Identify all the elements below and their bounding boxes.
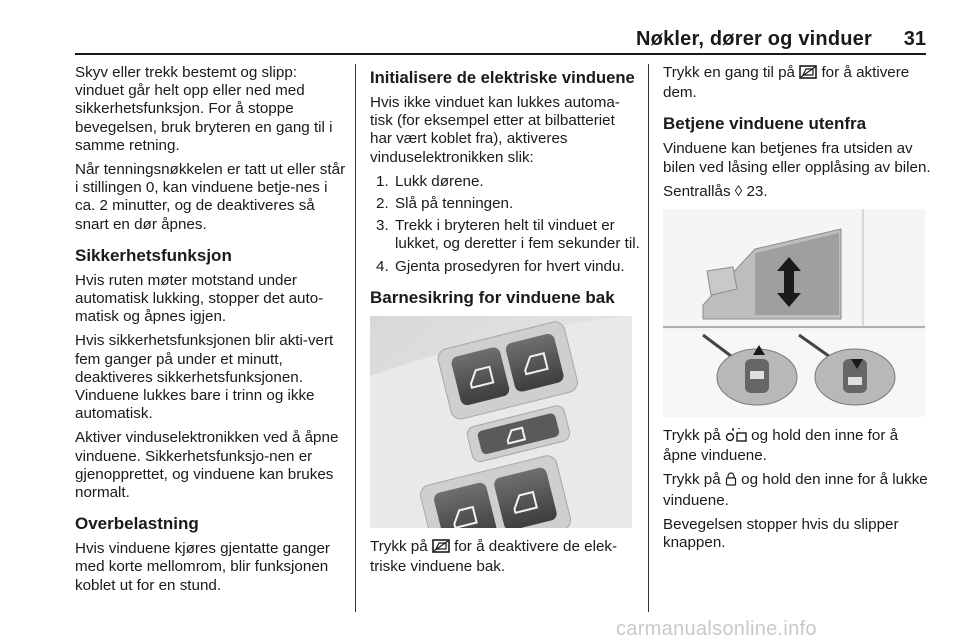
column-1 (75, 64, 347, 601)
section-heading-outside: Betjene vinduene utenfra (663, 114, 867, 134)
page-header (0, 0, 960, 52)
paragraph: Trykk på og hold den inne for å åpne vinduene. (663, 427, 899, 465)
header-rule (75, 53, 926, 55)
figure-caption: Trykk på for å deaktivere de elek-triske vinduene bak. (370, 537, 618, 576)
car-door-key-illustration (663, 209, 925, 417)
section-heading-overload: Overbelastning (75, 514, 199, 534)
column-divider (355, 64, 356, 612)
paragraph: Sentrallås ◊ 23. (663, 182, 768, 200)
key-lock-icon (725, 472, 737, 491)
watermark: carmanualsonline.info (616, 618, 817, 640)
section-heading-init: Initialisere de elektriske vinduene (370, 68, 635, 87)
paragraph: Trykk på og hold den inne for å lukke vinduene. (663, 471, 928, 509)
window-child-lock-icon (432, 539, 450, 558)
paragraph: Aktiver vinduselektronikken ved å åpne vinduene. Sikkerhetsfunksjo-nen er gjenopprettet, og vinduene kan brukes normalt. (75, 429, 339, 502)
paragraph: Trykk en gang til på for å aktivere dem. (663, 64, 910, 102)
column-divider (648, 64, 649, 612)
paragraph: Hvis vinduene kjøres gjentatte ganger med korte mellomrom, blir funksjonen koblet ut for en stund. (75, 540, 330, 594)
list-item: 2. Slå på tenningen. (376, 195, 514, 213)
window-switch-illustration (370, 316, 632, 528)
paragraph: Hvis sikkerhetsfunksjonen blir akti-vert fem ganger på under et minutt, deaktiveres sikkerhetsfunksjonen. Vinduene lukkes bare i trinn og ikke automatisk. (75, 332, 334, 423)
section-heading-safety: Sikkerhetsfunksjon (75, 245, 232, 265)
paragraph: Når tenningsnøkkelen er tatt ut eller står i stillingen 0, kan vinduene betje-nes i ca. 2 minutter, og de deaktiveres så snart en dør åpnes. (75, 161, 346, 233)
paragraph: Bevegelsen stopper hvis du slipper knappen. (663, 515, 899, 552)
list-item: 1. Lukk dørene. (376, 172, 484, 190)
page-title: Nøkler, dører og vinduer (636, 28, 872, 50)
key-unlock-icon (725, 428, 747, 447)
paragraph: Vinduene kan betjenes fra utsiden av bilen ved låsing eller opplåsing av bilen. (663, 140, 931, 176)
window-child-lock-icon (799, 65, 817, 84)
column-3 (663, 64, 935, 558)
column-2 (370, 64, 640, 582)
list-item: 3. Trekk i bryteren helt til vinduet er lukket, og deretter i fem sekunder til. (376, 217, 640, 253)
paragraph: Hvis ruten møter motstand under automatisk lukking, stopper det auto-matisk og åpnes igjen. (75, 271, 324, 326)
list-item: 4. Gjenta prosedyren for hvert vindu. (376, 257, 625, 275)
page-number: 31 (903, 28, 926, 50)
section-heading-child-lock: Barnesikring for vinduene bak (370, 287, 615, 307)
steps-list (370, 173, 640, 276)
paragraph: Skyv eller trekk bestemt og slipp: vinduet går helt opp eller ned med sikkerhetsfunksjon. For å stoppe bevegelsen, bruk bryteren en gang til i samme retning. (75, 64, 333, 154)
paragraph: Hvis ikke vinduet kan lukkes automa-tisk (for eksempel etter at bilbatteriet har vært koblet fra), aktiveres vinduselektronikken slik: (370, 94, 620, 166)
